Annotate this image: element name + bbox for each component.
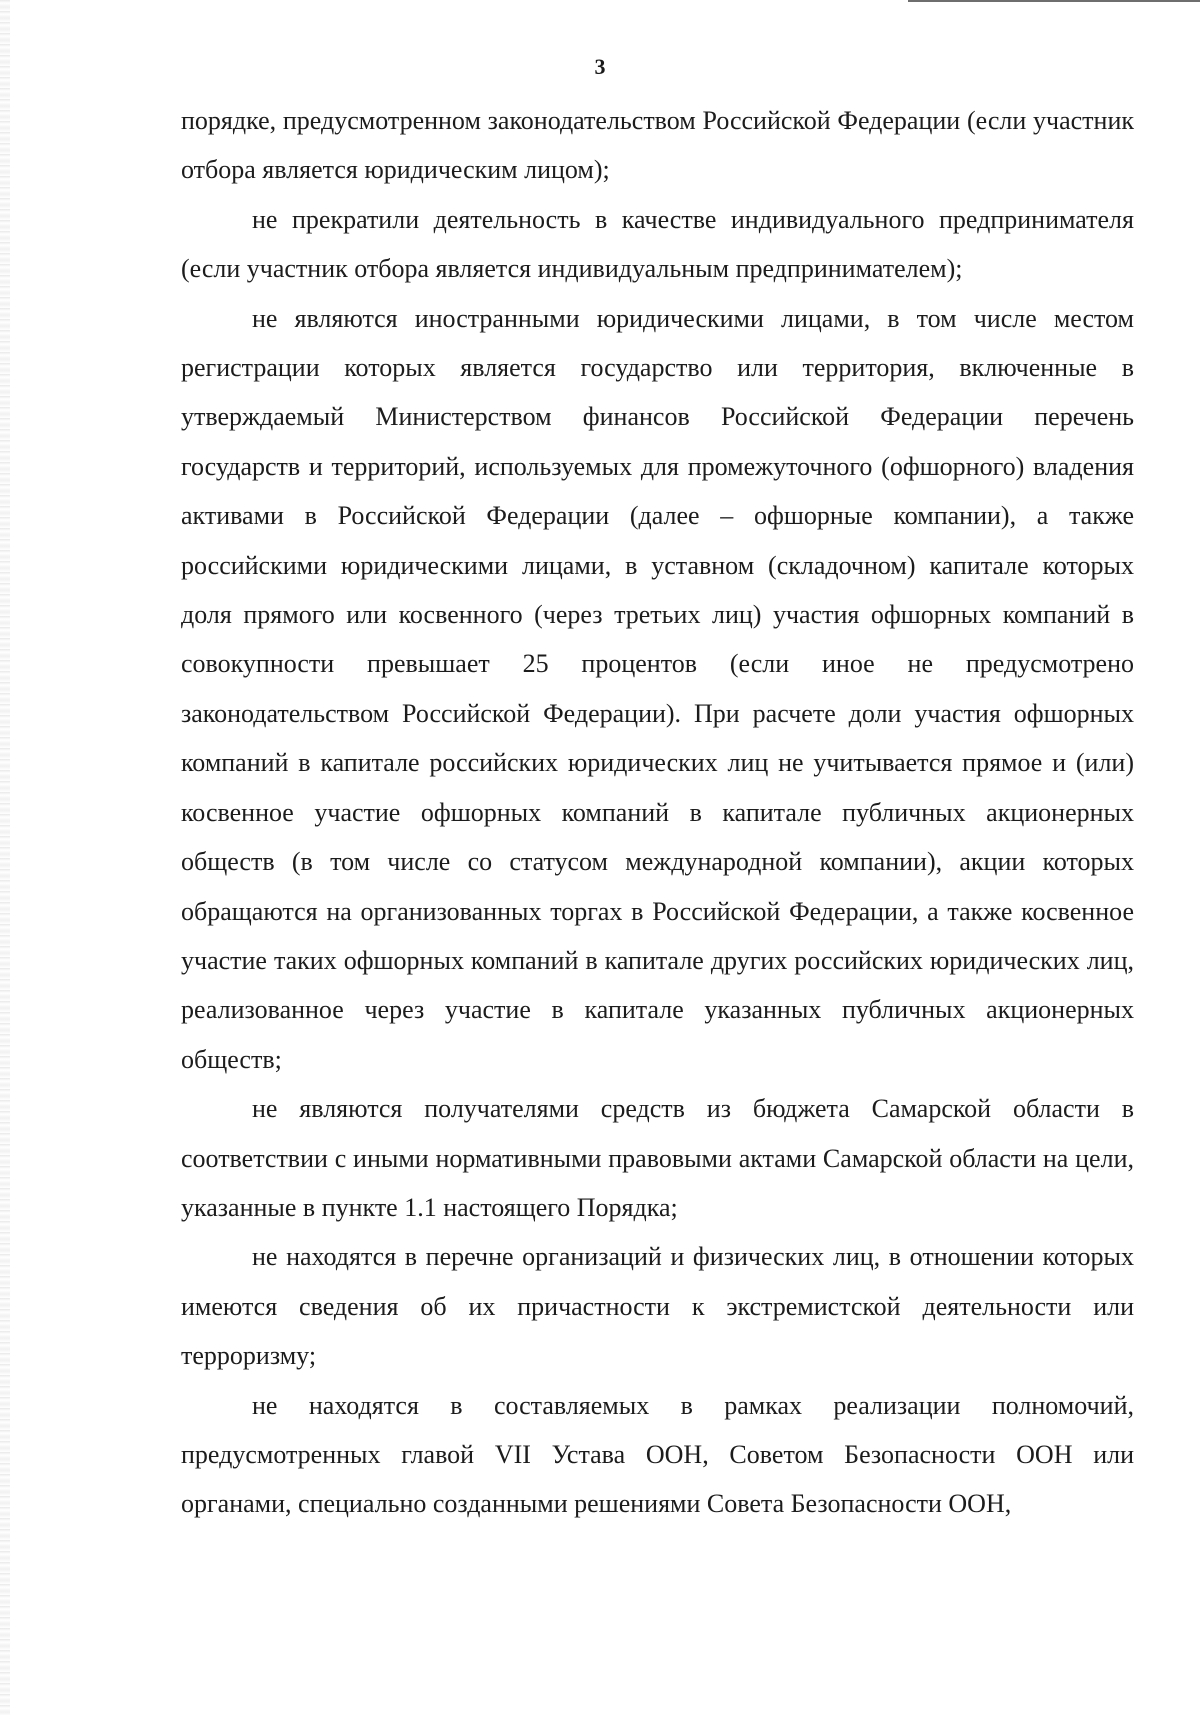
scan-edge (0, 0, 10, 1715)
paragraph-2: не прекратили деятельность в качестве индивидуального предпринимателя (если участник отбора является индивидуальным предпринимателем); (181, 204, 1134, 284)
paragraph-5: не находятся в перечне организаций и физических лиц, в отношении которых имеются сведения об их причастности к экстремистской деятельности или терроризму; (181, 1242, 1134, 1371)
paragraph-1: порядке, предусмотренном законодательством Российской Федерации (если участник отбора является юридическим лицом); (181, 106, 1134, 185)
document-body (181, 96, 1134, 1529)
paragraph-6: не находятся в составляемых в рамках реализации полномочий, предусмотренных главой VII Устава ООН, Советом Безопасности ООН или органами, специально созданными решениями Совета Безопасности ООН, (181, 1390, 1134, 1519)
top-rule (908, 0, 1200, 2)
page-number: 3 (594, 54, 606, 79)
paragraph-4: не являются получателями средств из бюджета Самарской области в соответствии с иными нормативными правовыми актами Самарской области на цели, указанные в пункте 1.1 настоящего Порядка; (181, 1094, 1134, 1222)
paragraph-3: не являются иностранными юридическими лицами, в том числе местом регистрации которых является государство или территория, включенные в утверждаемый Министерством финансов Российской Федерации перечень государств и территорий, используемых для промежуточного (офшорного) владения активами в Российской Федерации (далее – офшорные компании), а также российскими юридическими лицами, в уставном (складочном) капитале которых доля прямого или косвенного (через третьих лиц) участия офшорных компаний в совокупности превышает 25 процентов (если иное не предусмотрено законодательством Российской Федерации). При расчете доли участия офшорных компаний в капитале российских юридических лиц не учитывается прямое и (или) косвенное участие офшорных компаний в капитале публичных акционерных обществ (в том числе со статусом международной компании), акции которых обращаются на организованных торгах в Российской Федерации, а также косвенное участие таких офшорных компаний в капитале других российских юридических лиц, реализованное через участие в капитале указанных публичных акционерных обществ; (181, 303, 1134, 1074)
